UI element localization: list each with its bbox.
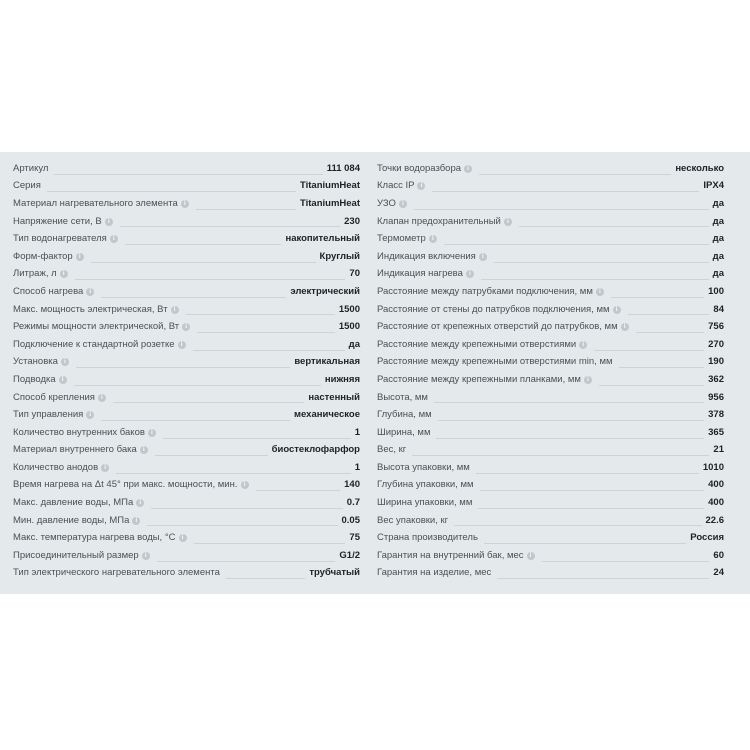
dotted-leader (478, 507, 704, 509)
spec-label: Гарантия на изделие, мес (377, 567, 492, 579)
spec-label-wrap (13, 515, 143, 527)
spec-row (13, 529, 360, 547)
spec-row (13, 213, 360, 231)
spec-label: Ширина упаковки, мм (377, 497, 473, 509)
info-icon[interactable]: i (98, 394, 106, 402)
info-icon[interactable]: i (140, 446, 148, 454)
spec-label: Материал нагревательного элемента (13, 197, 178, 209)
info-icon[interactable]: i (479, 253, 487, 261)
info-icon[interactable]: i (148, 429, 156, 437)
dotted-leader (120, 225, 340, 227)
dotted-leader (113, 401, 304, 403)
spec-label: Тип электрического нагревательного элемента (13, 567, 220, 579)
spec-label-wrap (377, 515, 450, 527)
spec-value: да (712, 268, 724, 280)
spec-label-wrap (13, 409, 97, 421)
spec-label: Термометр (377, 233, 426, 245)
spec-row (377, 178, 724, 196)
dotted-leader (480, 489, 705, 491)
spec-row (377, 213, 724, 231)
dotted-leader (101, 296, 286, 298)
spec-label-wrap (377, 462, 472, 474)
spec-label-wrap (377, 409, 434, 421)
spec-label: Индикация нагрева (377, 268, 463, 280)
specs-column-left (13, 160, 360, 582)
dotted-leader (494, 261, 709, 263)
dotted-leader (432, 190, 699, 192)
dotted-leader (412, 454, 709, 456)
spec-label: Подводка (13, 373, 56, 385)
spec-label-wrap (377, 567, 493, 579)
info-icon[interactable]: i (136, 499, 144, 507)
dotted-leader (542, 560, 710, 562)
info-icon[interactable]: i (142, 552, 150, 560)
spec-row (13, 406, 360, 424)
info-icon[interactable]: i (61, 358, 69, 366)
spec-value: 956 (708, 391, 724, 403)
spec-label-wrap (377, 304, 624, 316)
info-icon[interactable]: i (60, 270, 68, 278)
spec-label: Макс. температура нагрева воды, °С (13, 532, 176, 544)
spec-row (377, 565, 724, 583)
dotted-leader (74, 384, 321, 386)
spec-label-wrap (13, 427, 159, 439)
dotted-leader (519, 225, 709, 227)
spec-label-wrap (13, 567, 222, 579)
spec-label-wrap (377, 268, 477, 280)
dotted-leader (125, 243, 282, 245)
dotted-leader (91, 261, 316, 263)
spec-label-wrap (377, 198, 410, 210)
info-icon[interactable]: i (429, 235, 437, 243)
spec-label: Высота, мм (377, 391, 428, 403)
spec-value: 70 (349, 268, 360, 280)
spec-label: Гарантия на внутренний бак, мес (377, 549, 524, 561)
dotted-leader (147, 524, 337, 526)
spec-label: Клапан предохранительный (377, 215, 501, 227)
spec-label: Подключение к стандартной розетке (13, 338, 175, 350)
dotted-leader (155, 454, 268, 456)
dotted-leader (116, 472, 351, 474)
dotted-leader (594, 349, 704, 351)
spec-label: Макс. давление воды, МПа (13, 497, 134, 509)
spec-label: Расстояние от крепежных отверстий до патрубков, мм (377, 321, 618, 333)
spec-row (13, 195, 360, 213)
spec-row (13, 512, 360, 530)
dotted-leader (636, 331, 705, 333)
spec-value: 1 (354, 461, 360, 473)
spec-value: да (712, 197, 724, 209)
spec-label: Мин. давление воды, МПа (13, 514, 130, 526)
spec-label: Способ нагрева (13, 285, 84, 297)
spec-row (13, 494, 360, 512)
spec-label-wrap (13, 550, 153, 562)
spec-value: 140 (344, 479, 360, 491)
dotted-leader (193, 349, 345, 351)
dotted-leader (434, 401, 704, 403)
spec-value: нижняя (324, 373, 360, 385)
spec-label-wrap (13, 497, 147, 509)
spec-label-wrap (377, 216, 515, 228)
spec-row (377, 283, 724, 301)
spec-label: Серия (13, 180, 41, 192)
dotted-leader (484, 542, 686, 544)
dotted-leader (414, 208, 709, 210)
dotted-leader (611, 296, 704, 298)
spec-row (13, 178, 360, 196)
info-icon[interactable]: i (613, 306, 621, 314)
spec-label: Количество внутренних баков (13, 426, 145, 438)
dotted-leader (497, 577, 709, 579)
spec-label-wrap (377, 444, 408, 456)
spec-row (13, 354, 360, 372)
info-icon[interactable]: i (132, 517, 140, 525)
info-icon[interactable]: i (584, 376, 592, 384)
spec-label: Индикация включения (377, 250, 476, 262)
spec-label-wrap (13, 444, 151, 456)
spec-label-wrap (377, 356, 615, 368)
spec-value: механическое (293, 409, 360, 421)
spec-label-wrap (13, 321, 193, 333)
spec-value: TitaniumHeat (299, 180, 360, 192)
spec-value: TitaniumHeat (299, 197, 360, 209)
dotted-leader (444, 243, 709, 245)
spec-label-wrap (13, 163, 50, 175)
spec-label: Расстояние между крепежными планками, мм (377, 373, 581, 385)
dotted-leader (438, 419, 705, 421)
info-icon[interactable]: i (110, 235, 118, 243)
spec-label: Вес, кг (377, 444, 407, 456)
spec-row (377, 424, 724, 442)
spec-row (13, 424, 360, 442)
spec-value: 75 (349, 532, 360, 544)
spec-value: IPX4 (703, 180, 724, 192)
spec-label-wrap (13, 233, 121, 245)
spec-label: Тип управления (13, 409, 84, 421)
info-icon[interactable]: i (399, 200, 407, 208)
info-icon[interactable]: i (466, 270, 474, 278)
info-icon[interactable]: i (178, 341, 186, 349)
spec-label: Класс IP (377, 180, 415, 192)
spec-label-wrap (13, 198, 192, 210)
spec-value: Круглый (319, 250, 360, 262)
spec-value: 100 (708, 285, 724, 297)
spec-label-wrap (13, 286, 97, 298)
spec-label-wrap (377, 479, 476, 491)
dotted-leader (75, 278, 346, 280)
info-icon[interactable]: i (621, 323, 629, 331)
spec-row (13, 318, 360, 336)
info-icon[interactable]: i (105, 218, 113, 226)
dotted-leader (479, 173, 671, 175)
spec-label-wrap (13, 180, 43, 192)
info-icon[interactable]: i (504, 218, 512, 226)
spec-label: Форм-фактор (13, 250, 73, 262)
info-icon[interactable]: i (417, 182, 425, 190)
spec-label-wrap (377, 286, 607, 298)
spec-row (377, 529, 724, 547)
spec-row (13, 160, 360, 178)
spec-label-wrap (13, 216, 116, 228)
spec-label-wrap (13, 532, 190, 544)
info-icon[interactable]: i (596, 288, 604, 296)
spec-label: Присоединительный размер (13, 549, 139, 561)
spec-label-wrap (13, 479, 252, 491)
spec-label: Способ крепления (13, 391, 95, 403)
spec-row (13, 248, 360, 266)
dotted-leader (619, 366, 705, 368)
spec-row (13, 336, 360, 354)
spec-value: 0.7 (346, 497, 360, 509)
dotted-leader (194, 542, 346, 544)
spec-value: 190 (708, 356, 724, 368)
spec-label: Расстояние между крепежными отверстиями (377, 338, 577, 350)
spec-value: да (712, 233, 724, 245)
spec-label-wrap (13, 251, 87, 263)
dotted-leader (226, 577, 305, 579)
spec-label: Режимы мощности электрической, Вт (13, 321, 180, 333)
dotted-leader (186, 313, 335, 315)
spec-row (377, 195, 724, 213)
spec-label: Количество анодов (13, 461, 99, 473)
spec-value: 84 (713, 303, 724, 315)
spec-label: Высота упаковки, мм (377, 461, 470, 473)
dotted-leader (76, 366, 290, 368)
dotted-leader (151, 507, 343, 509)
spec-label-wrap (13, 374, 70, 386)
spec-value: 111 084 (326, 162, 360, 174)
dotted-leader (454, 524, 701, 526)
dotted-leader (599, 384, 704, 386)
spec-row (13, 459, 360, 477)
spec-label-wrap (13, 339, 189, 351)
spec-label-wrap (377, 233, 440, 245)
spec-label-wrap (13, 356, 72, 368)
dotted-leader (256, 489, 341, 491)
spec-row (13, 230, 360, 248)
spec-value: 756 (708, 321, 724, 333)
spec-row (377, 318, 724, 336)
spec-label-wrap (377, 339, 590, 351)
dotted-leader (163, 437, 351, 439)
spec-row (377, 371, 724, 389)
spec-label-wrap (377, 321, 632, 333)
dotted-leader (54, 173, 322, 175)
spec-value: 365 (708, 426, 724, 438)
spec-row (377, 459, 724, 477)
dotted-leader (436, 437, 704, 439)
spec-row (13, 565, 360, 583)
spec-value: вертикальная (294, 356, 360, 368)
spec-label-wrap (377, 251, 490, 263)
spec-row (13, 477, 360, 495)
spec-row (377, 512, 724, 530)
spec-row (13, 283, 360, 301)
info-icon[interactable]: i (171, 306, 179, 314)
spec-label-wrap (377, 497, 474, 509)
spec-label: Страна производитель (377, 532, 478, 544)
spec-row (377, 494, 724, 512)
spec-value: Россия (690, 532, 724, 544)
dotted-leader (196, 208, 296, 210)
spec-value: 60 (713, 549, 724, 561)
spec-value: электрический (290, 285, 360, 297)
spec-value: 1010 (702, 461, 724, 473)
spec-label: Вес упаковки, кг (377, 514, 449, 526)
spec-label-wrap (377, 532, 480, 544)
spec-label: Артикул (13, 162, 49, 174)
spec-value: трубчатый (309, 567, 360, 579)
spec-value: 0.05 (341, 514, 360, 526)
spec-row (13, 301, 360, 319)
spec-label: Глубина упаковки, мм (377, 479, 474, 491)
spec-label: Расстояние между крепежными отверстиями min, мм (377, 356, 613, 368)
dotted-leader (101, 419, 290, 421)
spec-label-wrap (377, 180, 428, 192)
dotted-leader (47, 190, 296, 192)
spec-label-wrap (13, 304, 182, 316)
spec-label: УЗО (377, 197, 396, 209)
dotted-leader (628, 313, 710, 315)
info-icon[interactable]: i (182, 323, 190, 331)
info-icon[interactable]: i (86, 411, 94, 419)
spec-value: 362 (708, 373, 724, 385)
spec-row (13, 266, 360, 284)
spec-label-wrap (377, 374, 595, 386)
spec-row (377, 230, 724, 248)
dotted-leader (157, 560, 336, 562)
spec-row (377, 406, 724, 424)
spec-label: Макс. мощность электрическая, Вт (13, 303, 168, 315)
dotted-leader (481, 278, 709, 280)
spec-row (377, 248, 724, 266)
dotted-leader (476, 472, 699, 474)
spec-value: накопительный (285, 233, 360, 245)
spec-value: да (712, 215, 724, 227)
spec-value: 400 (708, 497, 724, 509)
spec-value: 1500 (338, 303, 360, 315)
spec-value: G1/2 (339, 549, 360, 561)
spec-label: Глубина, мм (377, 409, 432, 421)
info-icon[interactable]: i (101, 464, 109, 472)
info-icon[interactable]: i (527, 552, 535, 560)
spec-row (377, 336, 724, 354)
spec-row (13, 389, 360, 407)
spec-label: Точки водоразбора (377, 162, 462, 174)
info-icon[interactable]: i (579, 341, 587, 349)
spec-row (377, 442, 724, 460)
info-icon[interactable]: i (464, 165, 472, 173)
spec-label: Установка (13, 356, 58, 368)
spec-row (377, 266, 724, 284)
info-icon[interactable]: i (179, 534, 187, 542)
spec-row (377, 547, 724, 565)
info-icon[interactable]: i (76, 253, 84, 261)
spec-row (13, 371, 360, 389)
spec-value: 21 (713, 444, 724, 456)
spec-row (377, 160, 724, 178)
info-icon[interactable]: i (241, 481, 249, 489)
spec-label-wrap (13, 392, 109, 404)
info-icon[interactable]: i (181, 200, 189, 208)
spec-label-wrap (13, 268, 71, 280)
spec-label: Ширина, мм (377, 426, 431, 438)
spec-row (377, 389, 724, 407)
specs-column-right (377, 160, 724, 582)
spec-label: Тип водонагревателя (13, 233, 107, 245)
specifications-panel (0, 152, 750, 594)
spec-label-wrap (377, 550, 538, 562)
spec-value: 24 (713, 567, 724, 579)
spec-value: биостеклофарфор (271, 444, 360, 456)
spec-value: 1500 (338, 321, 360, 333)
spec-value: 270 (708, 338, 724, 350)
spec-label-wrap (377, 163, 475, 175)
spec-label: Расстояние от стены до патрубков подключения, мм (377, 303, 610, 315)
spec-row (13, 547, 360, 565)
spec-label-wrap (377, 427, 432, 439)
spec-value: несколько (675, 162, 724, 174)
spec-value: 1 (354, 426, 360, 438)
spec-row (377, 477, 724, 495)
spec-value: 400 (708, 479, 724, 491)
spec-label: Время нагрева на Δt 45° при макс. мощности, мин. (13, 479, 238, 491)
spec-value: 378 (708, 409, 724, 421)
spec-label: Напряжение сети, В (13, 215, 102, 227)
spec-row (377, 354, 724, 372)
spec-label: Литраж, л (13, 268, 57, 280)
spec-row (377, 301, 724, 319)
spec-label: Материал внутреннего бака (13, 444, 137, 456)
spec-label-wrap (377, 392, 430, 404)
spec-label-wrap (13, 462, 112, 474)
dotted-leader (197, 331, 335, 333)
spec-value: 22.6 (705, 514, 724, 526)
info-icon[interactable]: i (59, 376, 67, 384)
info-icon[interactable]: i (86, 288, 94, 296)
spec-value: настенный (308, 391, 360, 403)
spec-label: Расстояние между патрубками подключения, мм (377, 285, 593, 297)
spec-value: 230 (344, 215, 360, 227)
spec-value: да (712, 250, 724, 262)
spec-row (13, 442, 360, 460)
spec-value: да (348, 338, 360, 350)
